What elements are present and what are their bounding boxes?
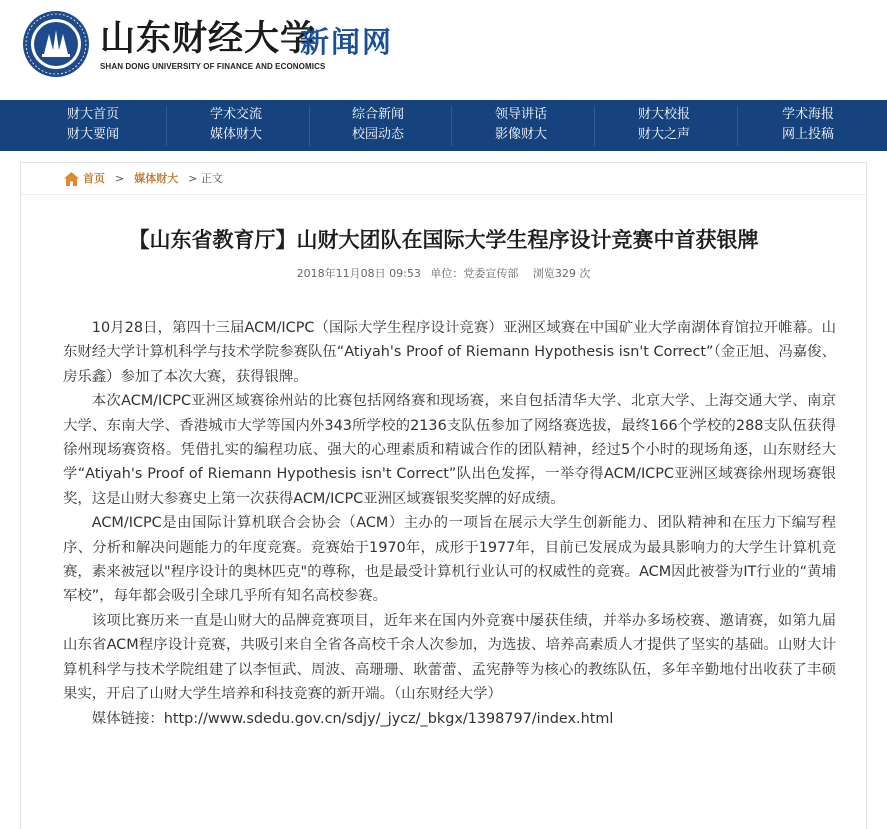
nav-link-poster[interactable]: 学术海报 — [781, 107, 834, 122]
nav-link-academic[interactable]: 学术交流 — [209, 107, 262, 122]
breadcrumb-current: > 正文 — [188, 172, 223, 185]
nav-col-1 — [56, 105, 130, 147]
nav-divider — [594, 106, 595, 146]
nav-link-school-paper[interactable]: 财大校报 — [637, 107, 690, 122]
breadcrumb — [63, 170, 223, 188]
article-title: 【山东省教育厅】山财大团队在国际大学生程序设计竞赛中首获银牌 — [128, 228, 759, 252]
article-body — [63, 316, 836, 731]
nav-divider — [451, 106, 452, 146]
nav-link-news[interactable]: 财大要闻 — [66, 127, 119, 142]
nav-divider — [166, 106, 167, 146]
nav-col-6 — [771, 105, 845, 147]
nav-link-campus[interactable]: 校园动态 — [351, 127, 404, 142]
university-seal-logo[interactable] — [22, 10, 90, 78]
breadcrumb-section-link[interactable]: 媒体财大 — [134, 172, 179, 185]
article-paragraph: ACM/ICPC是由国际计算机联合会协会（ACM）主办的一项旨在展示大学生创新能力、团队精神和在压力下编写程序、分析和解决问题能力的年度竞赛。竞赛始于1970年，成形于1977年，目前已发展成为最具影响力的大学生计算机竞赛，素来被冠以"程序设计的奥林匹克"的尊称，也是最受计算机行业认可的权威性的竞赛。ACM因此被誉为IT行业的“黄埔军校”，每年都会吸引全球几乎所有知名高校参赛。 — [63, 515, 836, 605]
nav-link-submit[interactable]: 网上投稿 — [781, 127, 834, 142]
main-nav — [0, 100, 887, 151]
media-link[interactable]: 媒体链接：http://www.sdedu.gov.cn/sdjy/_jycz/_bkgx/1398797/index.html — [91, 710, 614, 727]
article-paragraph: 该项比赛历来一直是山财大的品牌竞赛项目，近年来在国内外竞赛中屡获佳绩，并举办多场校赛、邀请赛，如第九届山东省ACM程序设计竞赛，共吸引来自全省各高校千余人次参加，为选拔、培养高素质人才提供了坚实的基础。山财大计算机科学与技术学院组建了以李恒武、周波、高珊珊、耿蕾蕾、孟宪静等为核心的教练队伍，多年辛勤地付出收获了丰硕果实，开启了山财大学生培养和科技竞赛的新开端。（山东财经大学） — [63, 612, 836, 703]
home-icon[interactable] — [63, 171, 80, 187]
article-container — [20, 162, 867, 829]
nav-link-home[interactable]: 财大首页 — [66, 107, 119, 122]
university-name-cn: 山东财经大学 — [100, 18, 317, 59]
article-views: 浏览329 次 — [532, 267, 591, 280]
nav-link-media[interactable]: 媒体财大 — [209, 127, 262, 142]
nav-link-general-news[interactable]: 综合新闻 — [351, 107, 404, 122]
article-unit: 单位：党委宣传部 — [430, 267, 519, 280]
article-meta — [21, 266, 866, 282]
article-date: 2018年11月08日 09:53 — [296, 267, 421, 280]
breadcrumb-home-link[interactable]: 首页 — [83, 172, 105, 185]
nav-link-speeches[interactable]: 领导讲话 — [494, 107, 547, 122]
nav-divider — [309, 106, 310, 146]
nav-link-images[interactable]: 影像财大 — [494, 127, 547, 142]
site-header — [0, 0, 887, 100]
nav-link-voice[interactable]: 财大之声 — [637, 127, 690, 142]
site-name[interactable]: 新闻网 — [300, 25, 394, 59]
nav-col-4 — [484, 105, 558, 147]
nav-col-5 — [627, 105, 701, 147]
article-paragraph: 本次ACM/ICPC亚洲区域赛徐州站的比赛包括网络赛和现场赛，来自包括清华大学、北京大学、上海交通大学、南京大学、东南大学、香港城市大学等国内外343所学校的2136支队伍参加了网络赛选拔，最终166个学校的288支队伍获得徐州现场赛资格。凭借扎实的编程功底、强大的心理素质和精诚合作的团队精神，经过5个小时的现场角逐，山东财经大学“Atiyah's Proof of Riemann Hypothesis isn't Correct”队出色发挥，一举夺得ACM/ICPC亚洲区域赛徐州现场赛银奖，这是山财大参赛史上第一次获得ACM/ICPC亚洲区域赛银奖奖牌的好成绩。 — [63, 393, 836, 507]
nav-divider — [737, 106, 738, 146]
nav-col-3 — [341, 105, 415, 147]
article-paragraph: 10月28日，第四十三届ACM/ICPC（国际大学生程序设计竞赛）亚洲区域赛在中国矿业大学南湖体育馆拉开帷幕。山东财经大学计算机科学与技术学院参赛队伍“Atiyah's Proof of Riemann Hypothesis isn't Correct”（金正旭、冯嘉俊、房乐鑫）参加了本次大赛，获得银牌。 — [63, 320, 836, 385]
university-name-en: SHAN DONG UNIVERSITY OF FINANCE AND ECONOMICS — [100, 62, 326, 71]
breadcrumb-divider — [21, 194, 866, 195]
nav-col-2 — [199, 105, 273, 147]
breadcrumb-separator: > — [115, 172, 125, 185]
